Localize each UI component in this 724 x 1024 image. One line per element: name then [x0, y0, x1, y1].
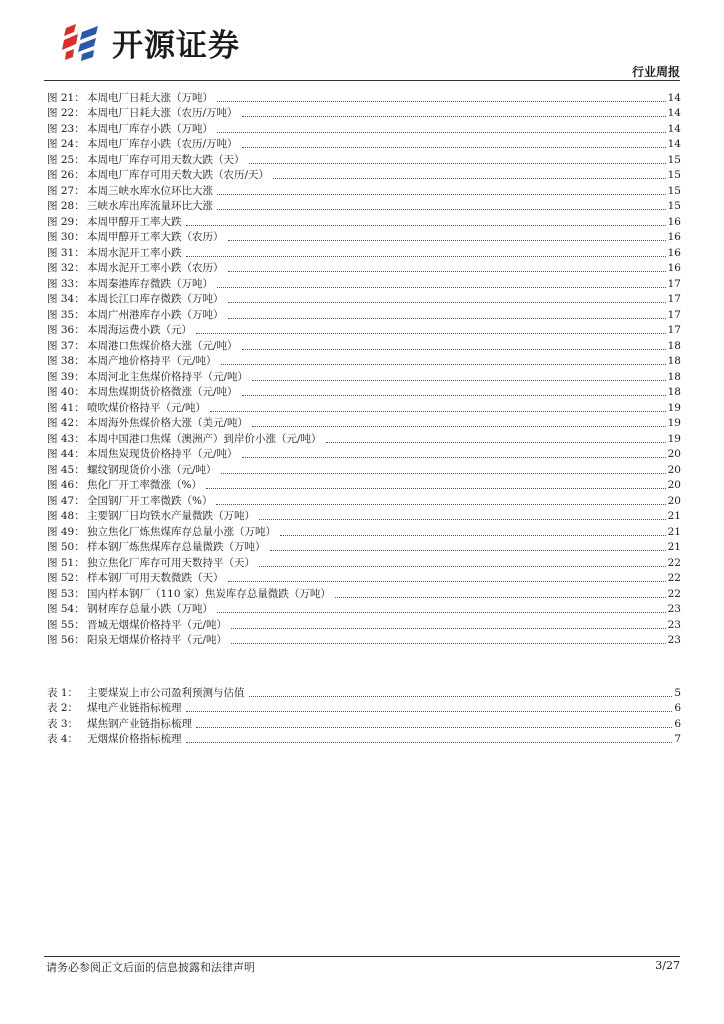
entry-number: 图 41： — [47, 401, 85, 414]
dot-leader — [228, 318, 666, 319]
dot-leader — [217, 132, 666, 133]
figure-toc-entry[interactable] — [47, 601, 681, 617]
entry-title: 三峡水库出库流量环比大涨 — [87, 200, 213, 212]
entry-title: 本周海外焦煤价格大涨（美元/吨） — [87, 417, 249, 429]
entry-title: 晋城无烟煤价格持平（元/吨） — [87, 618, 228, 631]
entry-title: 本周长江口库存微跌（万吨） — [87, 293, 224, 305]
table-toc-entry[interactable] — [47, 715, 681, 731]
entry-number: 图 48： — [47, 510, 85, 522]
figure-toc-entry[interactable] — [47, 337, 681, 353]
entry-page: 17 — [667, 308, 681, 321]
footer-divider — [44, 956, 680, 957]
figure-toc-entry[interactable] — [47, 585, 681, 601]
dot-leader — [335, 597, 666, 598]
entry-title: 煤电产业链指标梳理 — [87, 702, 182, 714]
entry-number: 图 33： — [47, 277, 85, 290]
entry-number: 图 27： — [47, 184, 85, 197]
figure-toc-entry[interactable] — [47, 120, 681, 136]
entry-number: 图 22： — [47, 107, 85, 119]
dot-leader — [186, 742, 673, 743]
figure-toc-entry[interactable] — [47, 89, 681, 105]
header-divider — [44, 80, 680, 81]
dot-leader — [252, 380, 666, 381]
entry-page: 14 — [667, 107, 681, 119]
entry-title: 本周甲醇开工率大跌 — [87, 215, 182, 228]
dot-leader — [228, 581, 666, 582]
dot-leader — [228, 271, 666, 272]
dot-leader — [217, 194, 666, 195]
figure-toc-entry[interactable] — [47, 384, 681, 400]
entry-page: 15 — [667, 153, 681, 166]
entry-number: 图 56： — [47, 634, 85, 646]
entry-title: 本周产地价格持平（元/吨） — [87, 355, 217, 367]
dot-leader — [186, 225, 666, 226]
entry-title: 样本钢厂可用天数微跌（天） — [87, 572, 224, 584]
figure-toc-entry[interactable] — [47, 539, 681, 555]
entry-number: 图 54： — [47, 603, 85, 615]
entry-number: 图 36： — [47, 324, 85, 336]
entry-title: 独立焦化厂库存可用天数持平（天） — [87, 556, 255, 569]
entry-page: 21 — [667, 541, 681, 553]
entry-number: 表 3： — [47, 717, 79, 730]
entry-title: 本周焦炭现货价格持平（元/吨） — [87, 448, 238, 460]
entry-page: 16 — [667, 231, 681, 243]
entry-title: 阳泉无烟煤价格持平（元/吨） — [87, 634, 228, 646]
page-number: 3/27 — [655, 959, 680, 972]
dot-leader — [252, 426, 666, 427]
entry-page: 19 — [667, 401, 681, 414]
dot-leader — [210, 411, 666, 412]
entry-number: 图 31： — [47, 246, 85, 259]
entry-page: 23 — [667, 603, 681, 615]
entry-number: 图 24： — [47, 138, 85, 150]
entry-number: 图 35： — [47, 308, 85, 321]
dot-leader — [242, 147, 666, 148]
company-logo — [62, 22, 240, 62]
entry-title: 本周河北主焦煤价格持平（元/吨） — [87, 370, 249, 383]
dot-leader — [196, 333, 666, 334]
dot-leader — [186, 256, 666, 257]
entry-page: 21 — [667, 525, 681, 538]
entry-page: 16 — [667, 262, 681, 274]
entry-title: 本周电厂库存可用天数大跌（农历/天） — [87, 169, 270, 181]
entry-number: 图 30： — [47, 231, 85, 243]
kaiyuan-logo-icon — [62, 22, 106, 62]
entry-page: 20 — [667, 494, 681, 507]
entry-page: 14 — [667, 91, 681, 104]
entry-number: 图 44： — [47, 448, 85, 460]
figure-toc-entry[interactable] — [47, 523, 681, 539]
dot-leader — [217, 101, 666, 102]
entry-page: 16 — [667, 215, 681, 228]
dot-leader — [196, 727, 672, 728]
dot-leader — [217, 612, 666, 613]
entry-page: 14 — [667, 138, 681, 150]
dot-leader — [242, 457, 666, 458]
entry-number: 图 50： — [47, 541, 85, 553]
entry-page: 15 — [667, 169, 681, 181]
entry-number: 图 45： — [47, 463, 85, 476]
entry-page: 19 — [667, 432, 681, 445]
figure-toc-entry[interactable] — [47, 415, 681, 431]
dot-leader — [280, 535, 666, 536]
dot-leader — [216, 504, 665, 505]
entry-number: 图 47： — [47, 494, 85, 507]
footer-disclaimer: 请务必参阅正文后面的信息披露和法律声明 — [46, 961, 255, 974]
entry-page: 23 — [667, 634, 681, 646]
figure-toc-entry[interactable] — [47, 322, 681, 338]
dot-leader — [259, 519, 666, 520]
entry-number: 图 29： — [47, 215, 85, 228]
entry-title: 本周水泥开工率小跌 — [87, 246, 182, 259]
entry-title: 本周甲醇开工率大跌（农历） — [87, 231, 224, 243]
entry-page: 18 — [667, 355, 681, 367]
entry-title: 本周广州港库存小跌（万吨） — [87, 308, 224, 321]
entry-title: 独立焦化厂炼焦煤库存总量小涨（万吨） — [87, 525, 276, 538]
entry-number: 图 37： — [47, 339, 85, 352]
figure-toc-entry[interactable] — [47, 461, 681, 477]
entry-number: 表 2： — [47, 702, 79, 714]
figure-toc-entry[interactable] — [47, 167, 681, 183]
figure-toc-entry[interactable] — [47, 477, 681, 493]
entry-page: 18 — [667, 339, 681, 352]
entry-title: 本周海运费小跌（元） — [87, 324, 192, 336]
figure-toc-entry[interactable] — [47, 151, 681, 167]
dot-leader — [186, 711, 673, 712]
figure-toc-entry[interactable] — [47, 275, 681, 291]
entry-title: 本周电厂库存小跌（农历/万吨） — [87, 138, 238, 150]
dot-leader — [206, 488, 666, 489]
entry-page: 7 — [674, 733, 681, 745]
entry-number: 图 43： — [47, 432, 85, 445]
dot-leader — [242, 349, 666, 350]
figure-toc-entry[interactable] — [47, 399, 681, 415]
entry-page: 17 — [667, 277, 681, 290]
entry-title: 钢材库存总量小跌（万吨） — [87, 603, 213, 615]
entry-number: 图 28： — [47, 200, 85, 212]
figure-toc-entry[interactable] — [47, 353, 681, 369]
entry-title: 焦化厂开工率微涨（%） — [87, 479, 202, 491]
dot-leader — [221, 364, 666, 365]
entry-title: 螺纹钢现货价小涨（元/吨） — [87, 463, 217, 476]
entry-number: 图 51： — [47, 556, 85, 569]
entry-page: 18 — [667, 386, 681, 398]
entry-title: 本周电厂库存小跌（万吨） — [87, 122, 213, 135]
entry-title: 主要钢厂日均铁水产量微跌（万吨） — [87, 510, 255, 522]
report-type-label: 行业周报 — [631, 65, 680, 79]
dot-leader — [217, 287, 666, 288]
entry-page: 6 — [674, 702, 681, 714]
figure-toc-entry[interactable] — [47, 260, 681, 276]
dot-leader — [273, 178, 666, 179]
entry-title: 样本钢厂炼焦煤库存总量微跌（万吨） — [87, 541, 266, 553]
entry-number: 图 49： — [47, 525, 85, 538]
entry-page: 5 — [674, 686, 681, 699]
entry-page: 15 — [667, 200, 681, 212]
entry-page: 22 — [667, 556, 681, 569]
entry-number: 表 1： — [47, 686, 79, 699]
dot-leader — [231, 643, 666, 644]
figure-toc-entry[interactable] — [47, 244, 681, 260]
entry-number: 表 4： — [47, 733, 79, 745]
dot-leader — [242, 395, 666, 396]
dot-leader — [326, 442, 666, 443]
entry-title: 本周电厂日耗大涨（农历/万吨） — [87, 107, 238, 119]
entry-page: 17 — [667, 324, 681, 336]
entry-title: 本周秦港库存微跌（万吨） — [87, 277, 213, 290]
figure-toc-entry[interactable] — [47, 291, 681, 307]
entry-title: 本周电厂库存可用天数大跌（天） — [87, 153, 245, 166]
figure-toc-entry[interactable] — [47, 446, 681, 462]
entry-title: 本周港口焦煤价格大涨（元/吨） — [87, 339, 238, 352]
entry-number: 图 39： — [47, 370, 85, 383]
figure-toc-entry[interactable] — [47, 368, 681, 384]
dot-leader — [221, 473, 666, 474]
figure-toc-entry[interactable] — [47, 616, 681, 632]
figure-toc-entry[interactable] — [47, 570, 681, 586]
figure-index — [47, 89, 681, 647]
entry-number: 图 52： — [47, 572, 85, 584]
entry-number: 图 55： — [47, 618, 85, 631]
entry-page: 22 — [667, 572, 681, 584]
entry-title: 全国钢厂开工率微跌（%） — [87, 494, 213, 507]
entry-page: 23 — [667, 618, 681, 631]
entry-title: 本周焦煤期货价格微涨（元/吨） — [87, 386, 238, 398]
entry-title: 喷吹煤价格持平（元/吨） — [87, 401, 207, 414]
entry-number: 图 42： — [47, 417, 85, 429]
entry-title: 本周中国港口焦煤（澳洲产）到岸价小涨（元/吨） — [87, 432, 322, 445]
entry-title: 本周三峡水库水位环比大涨 — [87, 184, 213, 197]
entry-page: 19 — [667, 417, 681, 429]
entry-page: 14 — [667, 122, 681, 135]
dot-leader — [249, 696, 673, 697]
figure-toc-entry[interactable] — [47, 632, 681, 648]
entry-page: 15 — [667, 184, 681, 197]
figure-toc-entry[interactable] — [47, 182, 681, 198]
entry-title: 国内样本钢厂（110 家）焦炭库存总量微跌（万吨） — [87, 587, 331, 600]
entry-title: 本周水泥开工率小跌（农历） — [87, 262, 224, 274]
figure-toc-entry[interactable] — [47, 554, 681, 570]
entry-page: 17 — [667, 293, 681, 305]
dot-leader — [242, 116, 666, 117]
entry-number: 图 25： — [47, 153, 85, 166]
table-toc-entry[interactable] — [47, 684, 681, 700]
table-toc-entry[interactable] — [47, 731, 681, 747]
entry-page: 18 — [667, 370, 681, 383]
dot-leader — [217, 209, 666, 210]
entry-title: 煤焦钢产业链指标梳理 — [87, 717, 192, 730]
entry-number: 图 32： — [47, 262, 85, 274]
entry-page: 6 — [674, 717, 681, 730]
entry-number: 图 40： — [47, 386, 85, 398]
entry-page: 21 — [667, 510, 681, 522]
figure-toc-entry[interactable] — [47, 306, 681, 322]
dot-leader — [231, 628, 666, 629]
entry-title: 无烟煤价格指标梳理 — [87, 733, 182, 745]
figure-toc-entry[interactable] — [47, 198, 681, 214]
table-toc-entry[interactable] — [47, 700, 681, 716]
figure-toc-entry[interactable] — [47, 213, 681, 229]
entry-number: 图 23： — [47, 122, 85, 135]
entry-title: 主要煤炭上市公司盈利预测与估值 — [87, 686, 245, 699]
figure-toc-entry[interactable] — [47, 430, 681, 446]
logo-wordmark: 开源证券 — [112, 27, 240, 64]
table-index — [47, 684, 681, 746]
dot-leader — [228, 240, 666, 241]
entry-page: 16 — [667, 246, 681, 259]
entry-number: 图 34： — [47, 293, 85, 305]
entry-page: 20 — [667, 479, 681, 491]
entry-page: 20 — [667, 463, 681, 476]
entry-number: 图 38： — [47, 355, 85, 367]
dot-leader — [249, 163, 666, 164]
figure-toc-entry[interactable] — [47, 492, 681, 508]
dot-leader — [228, 302, 666, 303]
entry-number: 图 26： — [47, 169, 85, 181]
dot-leader — [259, 566, 666, 567]
entry-page: 22 — [667, 587, 681, 600]
figure-toc-entry[interactable] — [47, 229, 681, 245]
entry-number: 图 21： — [47, 91, 85, 104]
figure-toc-entry[interactable] — [47, 508, 681, 524]
figure-toc-entry[interactable] — [47, 105, 681, 121]
entry-number: 图 53： — [47, 587, 85, 600]
dot-leader — [270, 550, 666, 551]
entry-page: 20 — [667, 448, 681, 460]
entry-title: 本周电厂日耗大涨（万吨） — [87, 91, 213, 104]
figure-toc-entry[interactable] — [47, 136, 681, 152]
entry-number: 图 46： — [47, 479, 85, 491]
